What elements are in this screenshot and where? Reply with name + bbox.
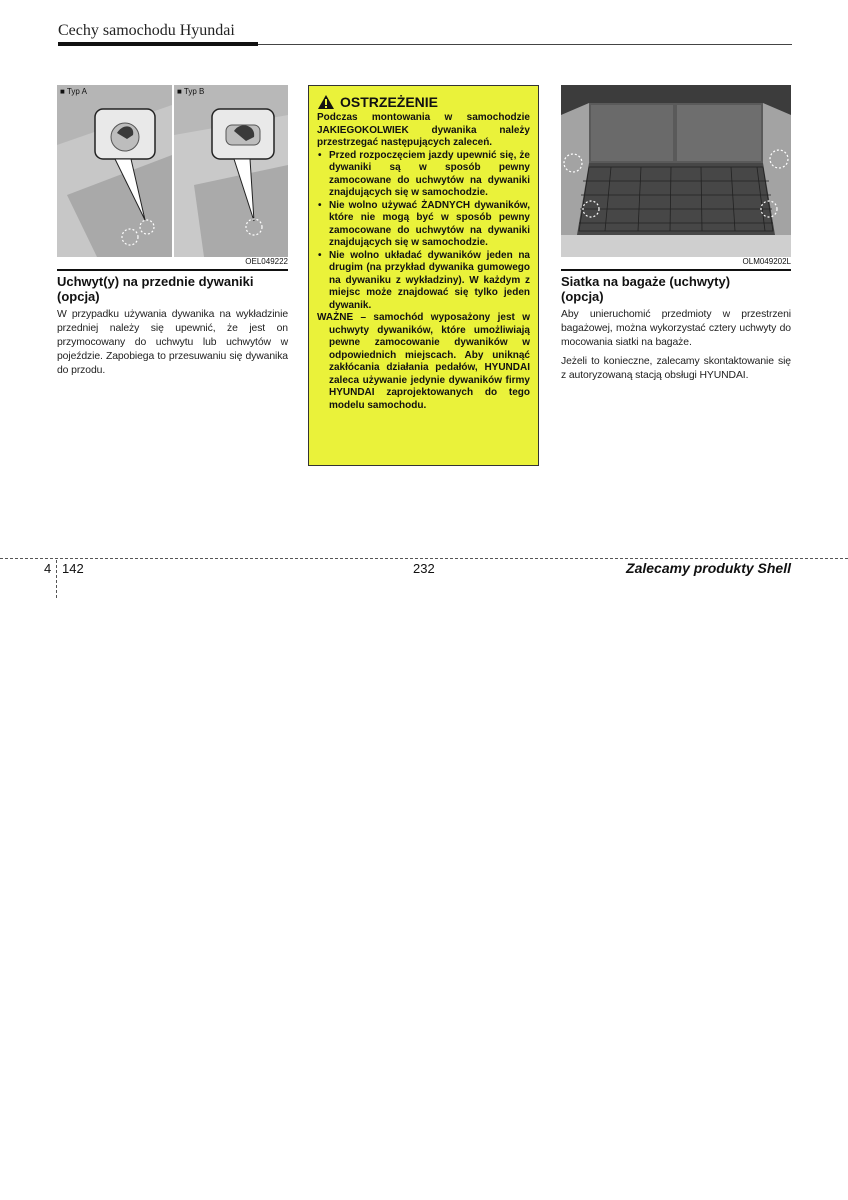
- warning-header: [317, 94, 530, 110]
- footer-dashed-vertical: [56, 560, 57, 598]
- warning-text: [317, 112, 530, 412]
- right-body-paragraph-1: Aby unieruchomić przedmioty w przestrzeni bagażowej, można wykorzystać cztery uchwyty do mocowania siatki na bagaże.: [561, 309, 791, 348]
- warning-box: [308, 85, 539, 466]
- right-body-text: [561, 308, 791, 388]
- photo-label-type-a: ■ Typ A: [60, 87, 87, 96]
- warning-triangle-icon: [317, 94, 335, 110]
- right-photo-code: OLM049202L: [742, 257, 791, 266]
- photo-label-type-b: ■ Typ B: [177, 87, 205, 96]
- footer-chapter-number: 4: [44, 561, 52, 576]
- right-section-title: [561, 274, 796, 304]
- warning-bullet: • Nie wolno używać ŻADNYCH dywaników, które nie mogą być w sposób pewny zamocowane do uchwytów na dywaniki znajdujących się w samochodzie.: [317, 200, 530, 250]
- photo-floor-mat-type-a: [57, 85, 172, 257]
- warning-intro: Podczas montowania w samochodzie JAKIEGOKOLWIEK dywanika należy przestrzegać następujących zaleceń.: [317, 112, 530, 148]
- header-rule-thin: [258, 44, 792, 45]
- right-body-paragraph-2: Jeżeli to konieczne, zalecamy skontaktowanie się z autoryzowaną stacją obsługi HYUNDAI.: [561, 356, 791, 381]
- left-body-paragraph: W przypadku używania dywanika na wykładzinie przedniej należy się upewnić, że jest on przymocowany do uchwytu lub uchwytów w pojeździe. Zapobiega to przesuwaniu się dywanika do przodu.: [57, 309, 288, 376]
- footer-dashed-line: [0, 558, 848, 559]
- header-rule-thick: [58, 42, 258, 46]
- page-header-title: Cechy samochodu Hyundai: [58, 22, 235, 39]
- right-title-line2: (opcja): [561, 289, 604, 304]
- left-photo-code-wrap: [57, 257, 288, 269]
- warning-important-note: WAŻNE – samochód wyposażony jest w uchwyty dywaników, które umożliwiają pewne zamocowanie dywaników w odpowiednich miejscach. Aby uniknąć zakłócania działania pedałów, HYUNDAI zaleca używanie jedynie dywaników firmy HYUNDAI zaprojektowanych do tego modelu samochodu.: [317, 312, 530, 411]
- left-photo-code: OEL049222: [245, 257, 288, 266]
- right-caption-rule: [561, 269, 791, 271]
- right-photo-code-wrap: [561, 257, 791, 269]
- photo-cargo-net: [561, 85, 791, 257]
- left-section-title: [57, 274, 292, 304]
- footer-center-number: 232: [413, 561, 435, 576]
- footer-shell-text: Zalecamy produkty Shell: [626, 560, 791, 576]
- photo-floor-mat-type-b: [174, 85, 288, 257]
- left-title-line2: (opcja): [57, 289, 100, 304]
- left-caption-rule: [57, 269, 288, 271]
- footer-page-number: 142: [62, 561, 84, 576]
- left-title-line1: Uchwyt(y) na przednie dywaniki: [57, 274, 254, 289]
- warning-bullet-list: [317, 150, 530, 313]
- warning-bullet: • Nie wolno układać dywaników jeden na drugim (na przykład dywanika gumowego na dywaniku z wykładziny). W każdym z miejsc może znajdować się tylko jeden dywanik.: [317, 250, 530, 313]
- right-title-line1: Siatka na bagaże (uchwyty): [561, 274, 731, 289]
- warning-bullet: • Przed rozpoczęciem jazdy upewnić się, że dywaniki są w sposób pewny zamocowane do uchwytów na dywaniki znajdujących się w samochodzie.: [317, 150, 530, 200]
- warning-title: OSTRZEŻENIE: [340, 94, 439, 110]
- left-body-text: [57, 308, 288, 383]
